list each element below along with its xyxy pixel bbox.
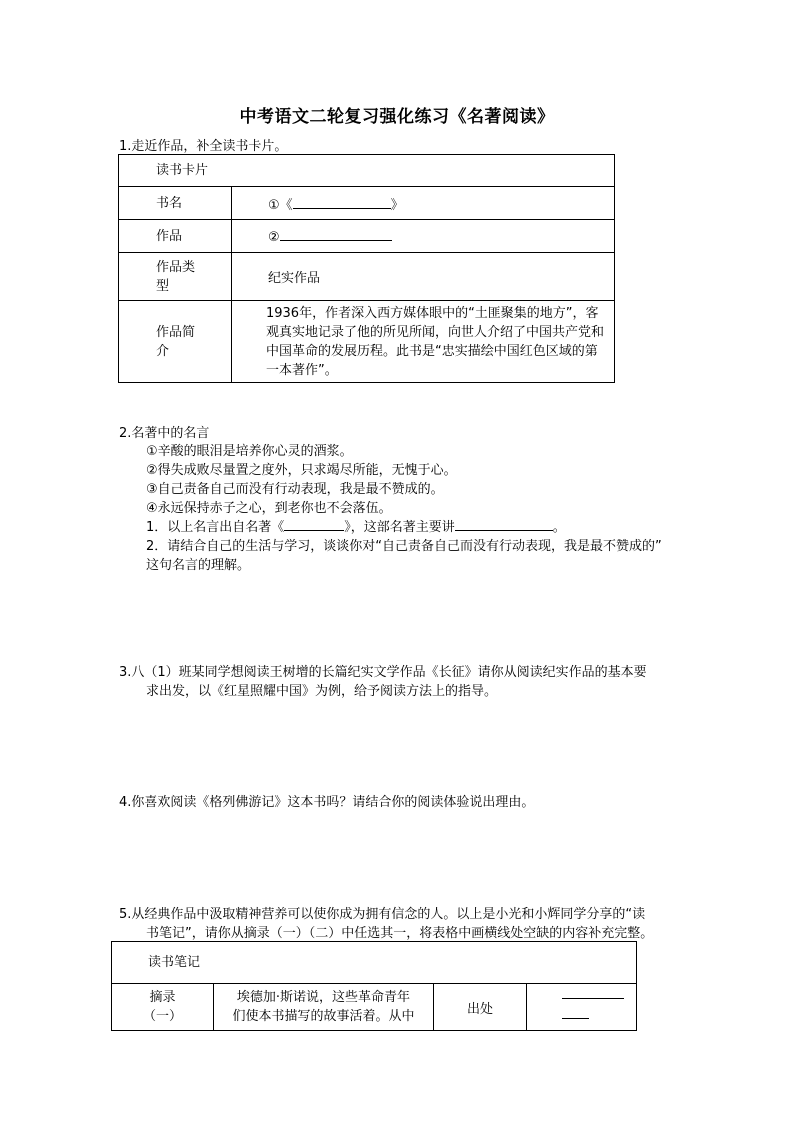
excerpt-label-line: 摘录	[149, 990, 176, 1005]
reading-card-table	[118, 154, 615, 383]
excerpt-label-line: （一）	[142, 1009, 182, 1024]
source-answer-cell	[527, 984, 637, 1031]
reading-notes-header: 读书笔记	[112, 942, 637, 984]
question-2-prompt: 2.名著中的名言	[119, 426, 210, 441]
sub-question-1-text: 》，这部名著主要讲	[344, 520, 455, 535]
source-label: 出处	[434, 984, 527, 1031]
author-prefix: ②	[267, 229, 280, 245]
excerpt-label	[112, 984, 214, 1031]
summary-line: 一本著作”。	[265, 362, 338, 378]
question-4-line: 4.你喜欢阅读《格列佛游记》这本书吗？请结合你的阅读体验说出理由。	[119, 795, 535, 810]
question-3-line: 求出发，以《红星照耀中国》为例，给予阅读方法上的指导。	[146, 684, 498, 699]
quote-list	[146, 442, 662, 575]
question-3-line: 3.八（1）班某同学想阅读王树增的长篇纪实文学作品《长征》请你从阅读纪实作品的基本要	[119, 665, 647, 680]
book-name-blank[interactable]	[284, 518, 344, 531]
genre-label	[119, 253, 232, 301]
sub-question-1-text: 1．以上名言出自名著《	[146, 520, 285, 535]
question-5-line: 5.从经典作品中汲取精神营养可以使你成为拥有信念的人。以上是小光和小辉同学分享的“读	[119, 907, 646, 922]
excerpt-text	[214, 984, 434, 1031]
book-title-prefix: ①《	[267, 197, 293, 213]
summary-line: 中国革命的发展历程。此书是“忠实描绘中国红色区域的第	[265, 343, 598, 359]
question-4	[119, 793, 534, 812]
summary-line: 观真实地记录了他的所见所闻，向世人介绍了中国共产党和	[265, 324, 604, 340]
genre-value: 纪实作品	[231, 253, 614, 301]
summary-label-line: 介	[156, 343, 170, 359]
quote-item: ②得失成败尽量置之度外，只求竭尽所能，无愧于心。	[146, 463, 457, 478]
quote-item: ③自己责备自己而没有行动表现，我是最不赞成的。	[146, 482, 444, 497]
sub-question-2-text: 这句名言的理解。	[146, 558, 251, 573]
summary-label	[119, 301, 232, 383]
sub-question-1-text: 。	[552, 520, 566, 535]
page-title: 中考语文二轮复习强化练习《名著阅读》	[239, 107, 555, 127]
book-title-label: 书名	[119, 187, 232, 220]
author-cell	[231, 220, 614, 253]
book-title-blank[interactable]	[293, 196, 391, 209]
author-blank[interactable]	[280, 228, 392, 241]
genre-label-line: 作品类	[156, 259, 196, 275]
quote-item: ①辛酸的眼泪是培养你心灵的酒浆。	[146, 444, 353, 459]
excerpt-line: 埃德加·斯诺说，这些革命青年	[236, 990, 411, 1005]
quote-item: ④永远保持赤子之心，到老你也不会落伍。	[146, 501, 392, 516]
reading-card-header: 读书卡片	[119, 155, 615, 187]
summary-value	[231, 301, 614, 383]
summary-line: 1936年，作者深入西方媒体眼中的“土匪聚集的地方”，客	[265, 305, 599, 321]
question-5	[119, 905, 653, 943]
content-blank[interactable]	[455, 518, 553, 531]
question-5-line: 书笔记”，请你从摘录（一）（二）中任选其一，将表格中画横线处空缺的内容补充完整。	[146, 926, 654, 941]
source-blank-line-2[interactable]	[562, 1018, 589, 1019]
question-3	[119, 663, 647, 701]
source-blank-line-1[interactable]	[562, 998, 624, 999]
summary-label-line: 作品简	[156, 324, 196, 340]
excerpt-line: 们使本书描写的故事活着。从中	[232, 1009, 415, 1024]
author-label: 作品	[119, 220, 232, 253]
sub-question-1	[146, 518, 662, 537]
genre-label-line: 型	[156, 278, 170, 294]
question-1-prompt: 1.走近作品，补全读书卡片。	[119, 139, 288, 154]
book-title-suffix: 》	[390, 197, 404, 213]
sub-question-2-text: 2．请结合自己的生活与学习，谈谈你对“自己责备自己而没有行动表现，我是最不赞成的”	[146, 539, 662, 554]
reading-notes-table	[111, 941, 637, 1031]
book-title-cell	[231, 187, 614, 220]
